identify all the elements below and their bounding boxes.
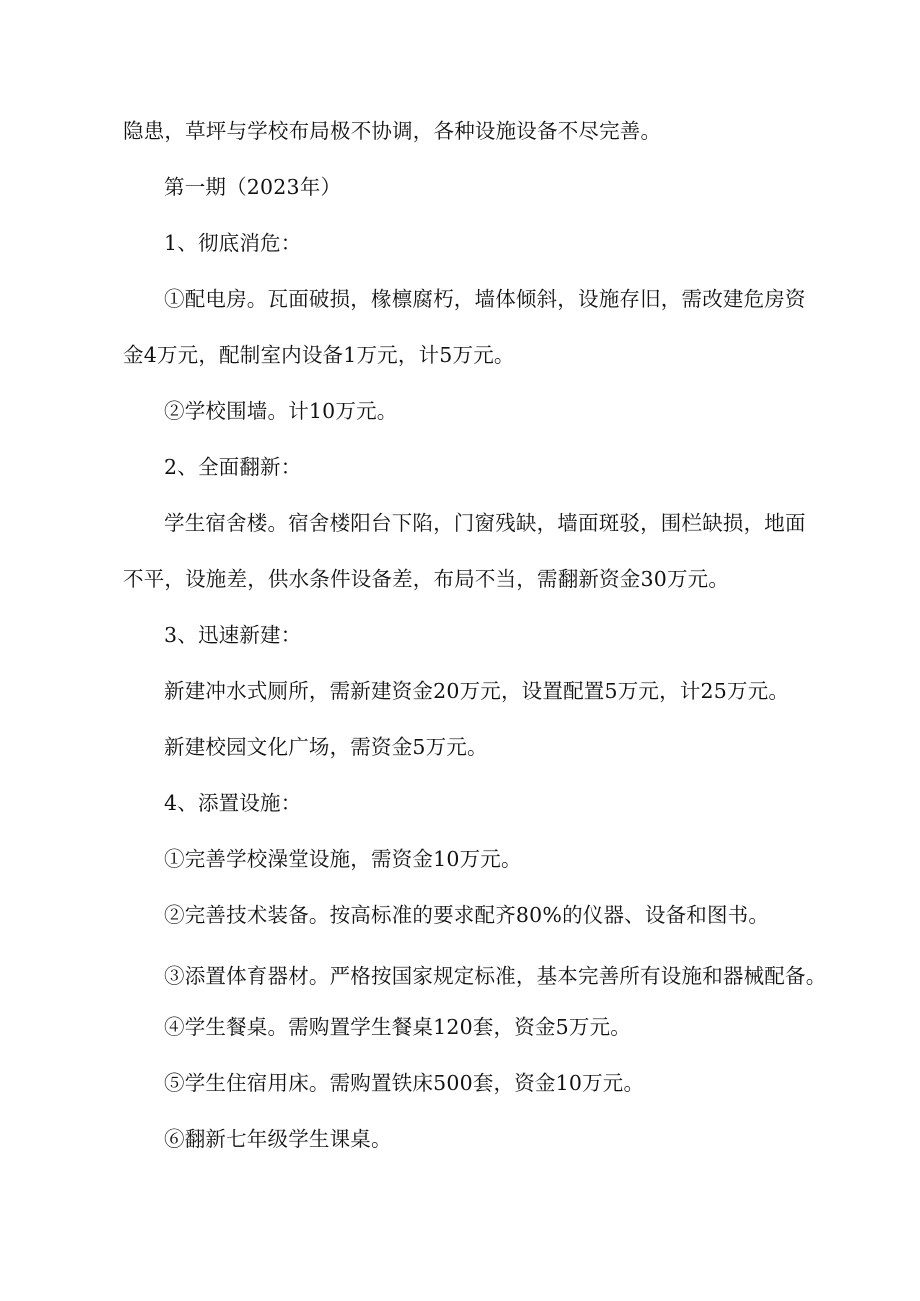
paragraph: 学生宿舍楼。宿舍楼阳台下陷，门窗残缺，墙面斑驳，围栏缺损，地面 [164,511,806,535]
paragraph: 新建校园文化广场，需资金5万元。 [164,735,488,759]
paragraph-continuation: 隐患，草坪与学校布局极不协调，各种设施设备不尽完善。 [123,119,662,143]
list-item: ⑥翻新七年级学生课桌。 [164,1127,392,1151]
list-item: ③添置体育器材。严格按国家规定标准，基本完善所有设施和器械配备。 [164,964,827,988]
list-item: ②完善技术装备。按高标准的要求配齐80%的仪器、设备和图书。 [164,903,770,927]
section-heading: 2、全面翻新： [164,455,302,479]
list-item: ①配电房。瓦面破损，椽檩腐朽，墙体倾斜，设施存旧，需改建危房资 [164,287,806,311]
list-item: ②学校围墙。计10万元。 [164,399,398,423]
list-item: ④学生餐桌。需购置学生餐桌120套，资金5万元。 [164,1015,631,1039]
section-heading: 4、添置设施： [164,791,302,815]
list-item: ①完善学校澡堂设施，需资金10万元。 [164,847,522,871]
phase-heading: 第一期（2023年） [164,175,342,199]
paragraph-continuation: 不平，设施差，供水条件设备差，布局不当，需翻新资金30万元。 [123,567,730,591]
section-heading: 1、彻底消危： [164,231,302,255]
list-item: ⑤学生住宿用床。需购置铁床500套，资金10万元。 [164,1071,645,1095]
paragraph: 新建冲水式厕所，需新建资金20万元，设置配置5万元，计25万元。 [164,679,790,703]
list-item-continuation: 金4万元，配制室内设备1万元，计5万元。 [123,343,515,367]
section-heading: 3、迅速新建： [164,623,302,647]
